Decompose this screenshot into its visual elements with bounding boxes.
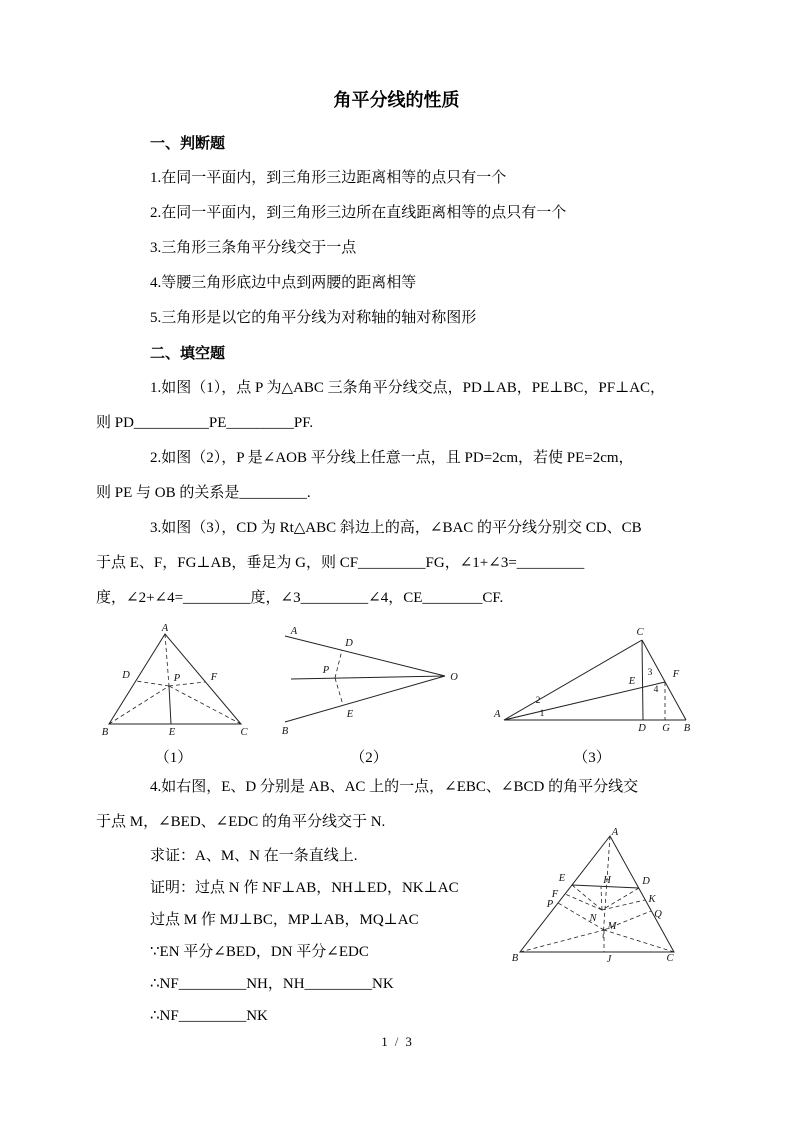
fig2-label-o: O [449, 672, 458, 683]
fig4-label-q: Q [654, 909, 662, 920]
fig2-label-p: P [322, 665, 329, 676]
fig3-angle-2: 2 [535, 696, 540, 706]
fig3-label-a: A [493, 709, 500, 720]
judge-item-3: 3.三角形三条角平分线交于一点 [150, 240, 357, 256]
fill-q1-line-1: 1.如图（1），点 P 为△ABC 三条角平分线交点，PD⊥AB，PE⊥BC，PF⊥AC， [150, 380, 666, 396]
figure-1-diagram [99, 622, 249, 737]
fig3-label-c: C [635, 627, 644, 638]
judge-item-1: 1.在同一平面内，到三角形三边距离相等的点只有一个 [150, 170, 507, 186]
judge-item-5: 5.三角形是以它的角平分线为对称轴的轴对称图形 [150, 310, 477, 326]
fig4-label-k: K [648, 894, 656, 905]
figure-2-diagram [277, 622, 462, 737]
fig3-angle-1: 1 [539, 709, 544, 719]
fig2-label-d: D [344, 638, 353, 649]
figure-4 [512, 824, 687, 969]
proof-line-so-1: ∴NF_________NH，NH_________NK [150, 976, 394, 992]
fig1-label-d: D [121, 670, 130, 681]
fig2-label-e: E [346, 709, 353, 720]
fig4-label-d: D [642, 876, 650, 887]
page-number-separator: / [394, 1034, 399, 1049]
fig1-label-p: P [173, 673, 180, 684]
fill-q2-line-1: 2.如图（2），P 是∠AOB 平分线上任意一点，且 PD=2cm，若使 PE=2cm， [150, 450, 634, 466]
fig4-label-m: M [607, 921, 617, 932]
fig4-label-c: C [666, 953, 674, 964]
proof-line-so-2: ∴NF_________NK [150, 1008, 268, 1024]
page-number-total: 3 [405, 1034, 412, 1049]
fig4-label-p: P [546, 899, 554, 910]
fill-q2-line-2: 则 PE 与 OB 的关系是_________. [96, 485, 311, 501]
proof-line-claim: 求证：A、M、N 在一条直线上. [150, 848, 358, 864]
section-heading-judge: 一、判断题 [150, 134, 226, 152]
figures-row [96, 622, 697, 770]
fill-q3-line-3: 度，∠2+∠4=_________度，∠3_________∠4，CE________CF. [96, 590, 504, 606]
fig2-label-a: A [290, 626, 297, 637]
judge-item-4: 4.等腰三角形底边中点到两腰的距离相等 [150, 275, 417, 291]
figure-2-caption: （2） [350, 750, 388, 766]
fig3-angle-3: 3 [647, 668, 652, 678]
fig3-label-d: D [637, 723, 646, 734]
proof-block [96, 827, 697, 1032]
fig3-angle-4: 4 [653, 685, 658, 695]
fill-q1-line-2: 则 PD__________PE_________PF. [96, 415, 314, 431]
fill-q4-line-2: 于点 M，∠BED、∠EDC 的角平分线交于 N. [96, 814, 386, 830]
fill-q3-line-2: 于点 E、F，FG⊥AB，垂足为 G，则 CF_________FG，∠1+∠3=_________ [96, 555, 585, 571]
fig2-label-b: B [281, 726, 288, 737]
fig1-label-b: B [101, 727, 108, 737]
figure-3-diagram [490, 622, 695, 737]
figure-1 [99, 622, 249, 770]
fill-q4-line-1: 4.如右图，E、D 分别是 AB、AC 上的一点，∠EBC、∠BCD 的角平分线交 [150, 779, 639, 795]
judge-item-2: 2.在同一平面内，到三角形三边所在直线距离相等的点只有一个 [150, 205, 567, 221]
page-footer [0, 1034, 793, 1050]
fig3-label-b: B [683, 723, 690, 734]
figure-3 [490, 622, 695, 770]
page-title: 角平分线的性质 [333, 90, 460, 111]
fill-q3-line-1: 3.如图（3），CD 为 Rt△ABC 斜边上的高，∠BAC 的平分线分别交 CD、CB [150, 520, 642, 536]
fig1-label-c: C [239, 727, 248, 737]
proof-line-step-2: 过点 M 作 MJ⊥BC，MP⊥AB，MQ⊥AC [150, 912, 419, 928]
fig4-label-a: A [611, 827, 619, 838]
proof-line-because: ∵EN 平分∠BED，DN 平分∠EDC [150, 944, 369, 960]
figure-1-caption: （1） [154, 750, 193, 766]
fig3-label-e: E [628, 676, 635, 687]
fig4-label-n: N [589, 913, 597, 924]
fig1-label-e: E [168, 727, 175, 737]
fig4-label-f: F [551, 889, 559, 900]
figure-2 [277, 622, 462, 770]
fig1-label-f: F [210, 672, 217, 683]
section-heading-fill: 二、填空题 [150, 344, 226, 362]
figure-3-caption: （3） [573, 750, 611, 766]
fig4-label-e: E [558, 873, 566, 884]
fig4-label-j: J [606, 954, 612, 964]
figure-4-diagram [512, 824, 687, 964]
fig4-label-h: H [603, 875, 611, 886]
fig4-label-b: B [512, 953, 519, 964]
page-number-current: 1 [381, 1034, 388, 1049]
fig1-label-a: A [161, 623, 168, 634]
proof-line-step-1: 证明：过点 N 作 NF⊥AB，NH⊥ED，NK⊥AC [150, 880, 459, 896]
fig3-label-g: G [661, 723, 670, 734]
fig3-label-f: F [672, 669, 679, 680]
